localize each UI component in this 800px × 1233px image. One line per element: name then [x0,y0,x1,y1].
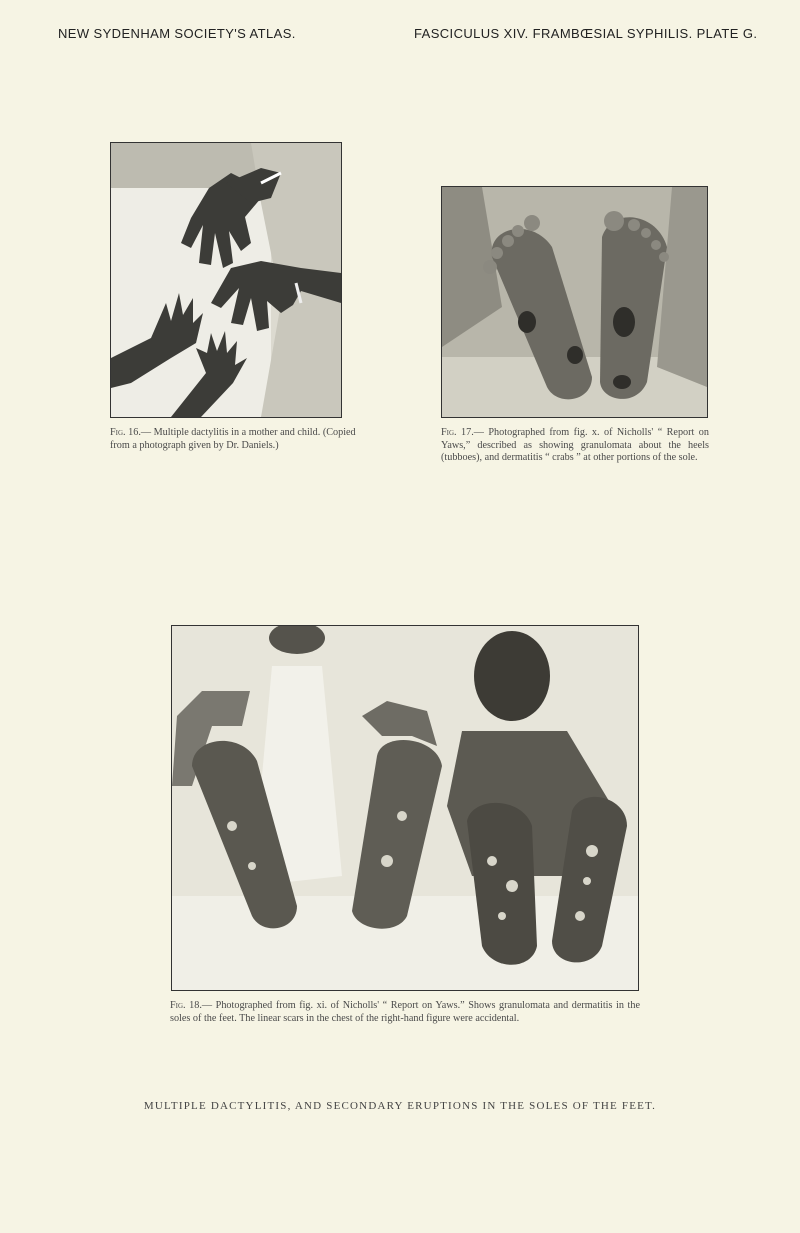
figure-16-caption [110,427,360,452]
figure-16-photo [110,142,342,418]
plate-footer: MULTIPLE DACTYLITIS, AND SECONDARY ERUPTIONS IN THE SOLES OF THE FEET. [143,1100,657,1112]
figure-17-caption-text: — Photographed from fig. x. of Nicholls' “ Report on Yaws,” described as showing granulomata about the heels (tubboes), and dermatitis “ crabs ” at other portions of the sole. [441,427,709,463]
figure-18-photo [171,625,639,991]
figure-18-caption-text: — Photographed from fig. xi. of Nicholls' “ Report on Yaws.” Shows granulomata and dermatitis in the soles of the feet. The linear scars in the chest of the right-hand figure were accidental. [170,1000,640,1024]
figure-18-caption [170,1000,640,1025]
figure-18-label: Fig. 18. [170,1000,202,1011]
figure-16-caption-text: — Multiple dactylitis in a mother and child. (Copied from a photograph given by Dr. Daniels.) [110,427,356,451]
figure-16-label: Fig. 16. [110,427,141,438]
figure-17-label: Fig. 17. [441,427,474,438]
figure-17-caption [441,427,709,465]
plate-title: FASCICULUS XIV. FRAMBŒSIAL SYPHILIS. PLATE G. [414,26,758,41]
figure-17-photo [441,186,708,418]
atlas-title: NEW SYDENHAM SOCIETY'S ATLAS. [58,26,296,41]
